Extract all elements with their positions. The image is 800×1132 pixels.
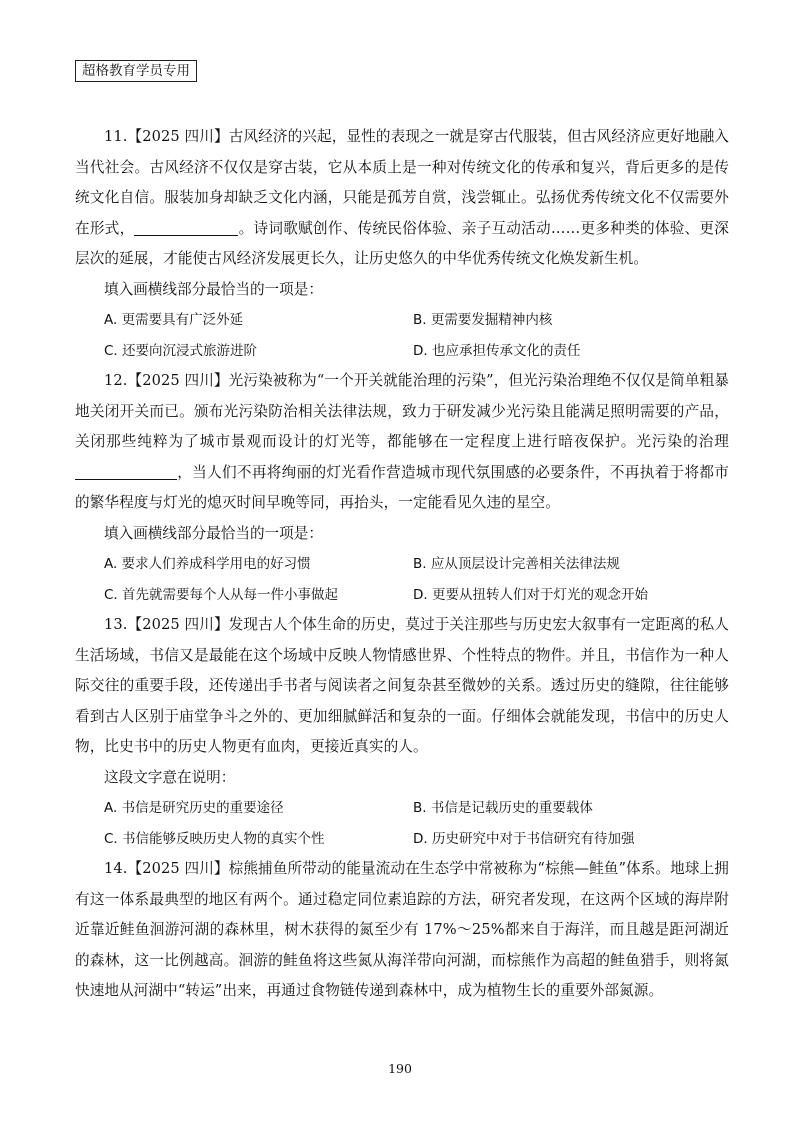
question-11-option-d: D. 也应承担传承文化的责任 [413,342,581,359]
question-11 [75,122,729,366]
header-badge: 超格教育学员专用 [75,60,197,82]
question-11-number: 11.【2025 四川】 [104,128,229,145]
question-13-text: 发现古人个体生命的历史，莫过于关注那些与历史宏大叙事有一定距离的私人生活场域，书信又是最能在这个场域中反映人物情感世界、个性特点的物件。并且，书信作为一种人际交往的重要手段，还传递出手书者与阅读者之间复杂甚至微妙的关系。透过历史的缝隙，往往能够看到古人区别于庙堂争斗之外的、更加细腻鲜活和复杂的一面。仔细体会就能发现，书信中的历史人物，比史书中的历史人物更有血肉，更接近真实的人。 [75,616,729,755]
question-13-number: 13.【2025 四川】 [104,616,229,633]
question-11-blank [134,219,238,236]
question-14-text: 棕熊捕鱼所带动的能量流动在生态学中常被称为“棕熊—鲑鱼”体系。地球上拥有这一体系最典型的地区有两个。通过稳定同位素追踪的方法，研究者发现，在这两个区域的海岸附近靠近鲑鱼洄游河湖的森林里，树木获得的氮至少有 17%～25%都来自于海洋，而且越是距河湖近的森林，这一比例越高。洄游的鲑鱼将这些氮从海洋带向河湖，而棕熊作为高超的鲑鱼猎手，则将氮快速地从河湖中“转运”出来，再通过食物链传递到森林中，成为植物生长的重要外部氮源。 [75,860,729,999]
question-12-passage [75,366,729,519]
question-11-option-a: A. 更需要具有广泛外延 [104,312,244,328]
question-12-prompt: 填入画横线部分最恰当的一项是： [104,524,323,542]
question-12-option-b: B. 应从顶层设计完善相关法律法规 [413,556,620,572]
question-13-option-d: D. 历史研究中对于书信研究有待加强 [413,830,635,847]
document-body [75,122,729,1007]
question-12-option-d: D. 更要从扭转人们对于灯光的观念开始 [413,586,648,603]
question-13-prompt: 这段文字意在说明： [104,768,236,786]
question-12-options [75,549,729,610]
question-11-passage [75,122,729,275]
question-14 [75,854,729,1007]
question-12-option-c: C. 首先就需要每个人从每一件小事做起 [104,586,339,603]
question-12 [75,366,729,610]
question-11-prompt: 填入画横线部分最恰当的一项是： [104,280,323,298]
question-14-passage [75,854,729,1007]
question-11-option-c: C. 还要向沉浸式旅游进阶 [104,342,258,359]
question-12-blank [75,463,177,480]
question-13 [75,610,729,854]
question-13-option-a: A. 书信是研究历史的重要途径 [104,800,284,816]
question-12-text-before-blank: 光污染被称为“一个开关就能治理的污染”，但光污染治理绝不仅仅是简单粗暴地关闭开关而已。颁布光污染防治相关法律法规，致力于研发减少光污染且能满足照明需要的产品，关闭那些纯粹为了城市景观而设计的灯光等，都能够在一定程度上进行暗夜保护。光污染的治理 [75,372,729,450]
question-12-number: 12.【2025 四川】 [104,372,229,389]
question-13-option-b: B. 书信是记载历史的重要载体 [413,800,593,816]
question-11-option-b: B. 更需要发掘精神内核 [413,312,553,328]
question-14-number: 14.【2025 四川】 [104,860,229,877]
question-12-option-a: A. 要求人们养成科学用电的好习惯 [104,556,311,572]
page-number: 190 [388,1061,412,1076]
question-13-passage [75,610,729,763]
question-13-option-c: C. 书信能够反映历史人物的真实个性 [104,830,325,847]
question-11-text-after-blank: 。诗词歌赋创作、传统民俗体验、亲子互动活动……更多种类的体验、更深层次的延展，才能使古风经济发展更长久，让历史悠久的中华优秀传统文化焕发新生机。 [75,219,729,267]
question-13-options [75,793,729,854]
question-12-text-after-blank: ，当人们不再将绚丽的灯光看作营造城市现代氛围感的必要条件，不再执着于将都市的繁华程度与灯光的熄灭时间早晚等同，再抬头，一定能看见久违的星空。 [75,463,729,511]
question-11-options [75,305,729,366]
question-11-text-before-blank: 古风经济的兴起，显性的表现之一就是穿古代服装，但古风经济应更好地融入当代社会。古风经济不仅仅是穿古装，它从本质上是一种对传统文化的传承和复兴，背后更多的是传统文化自信。服装加身却缺乏文化内涵，只能是孤芳自赏，浅尝辄止。弘扬优秀传统文化不仅需要外在形式， [75,128,729,237]
